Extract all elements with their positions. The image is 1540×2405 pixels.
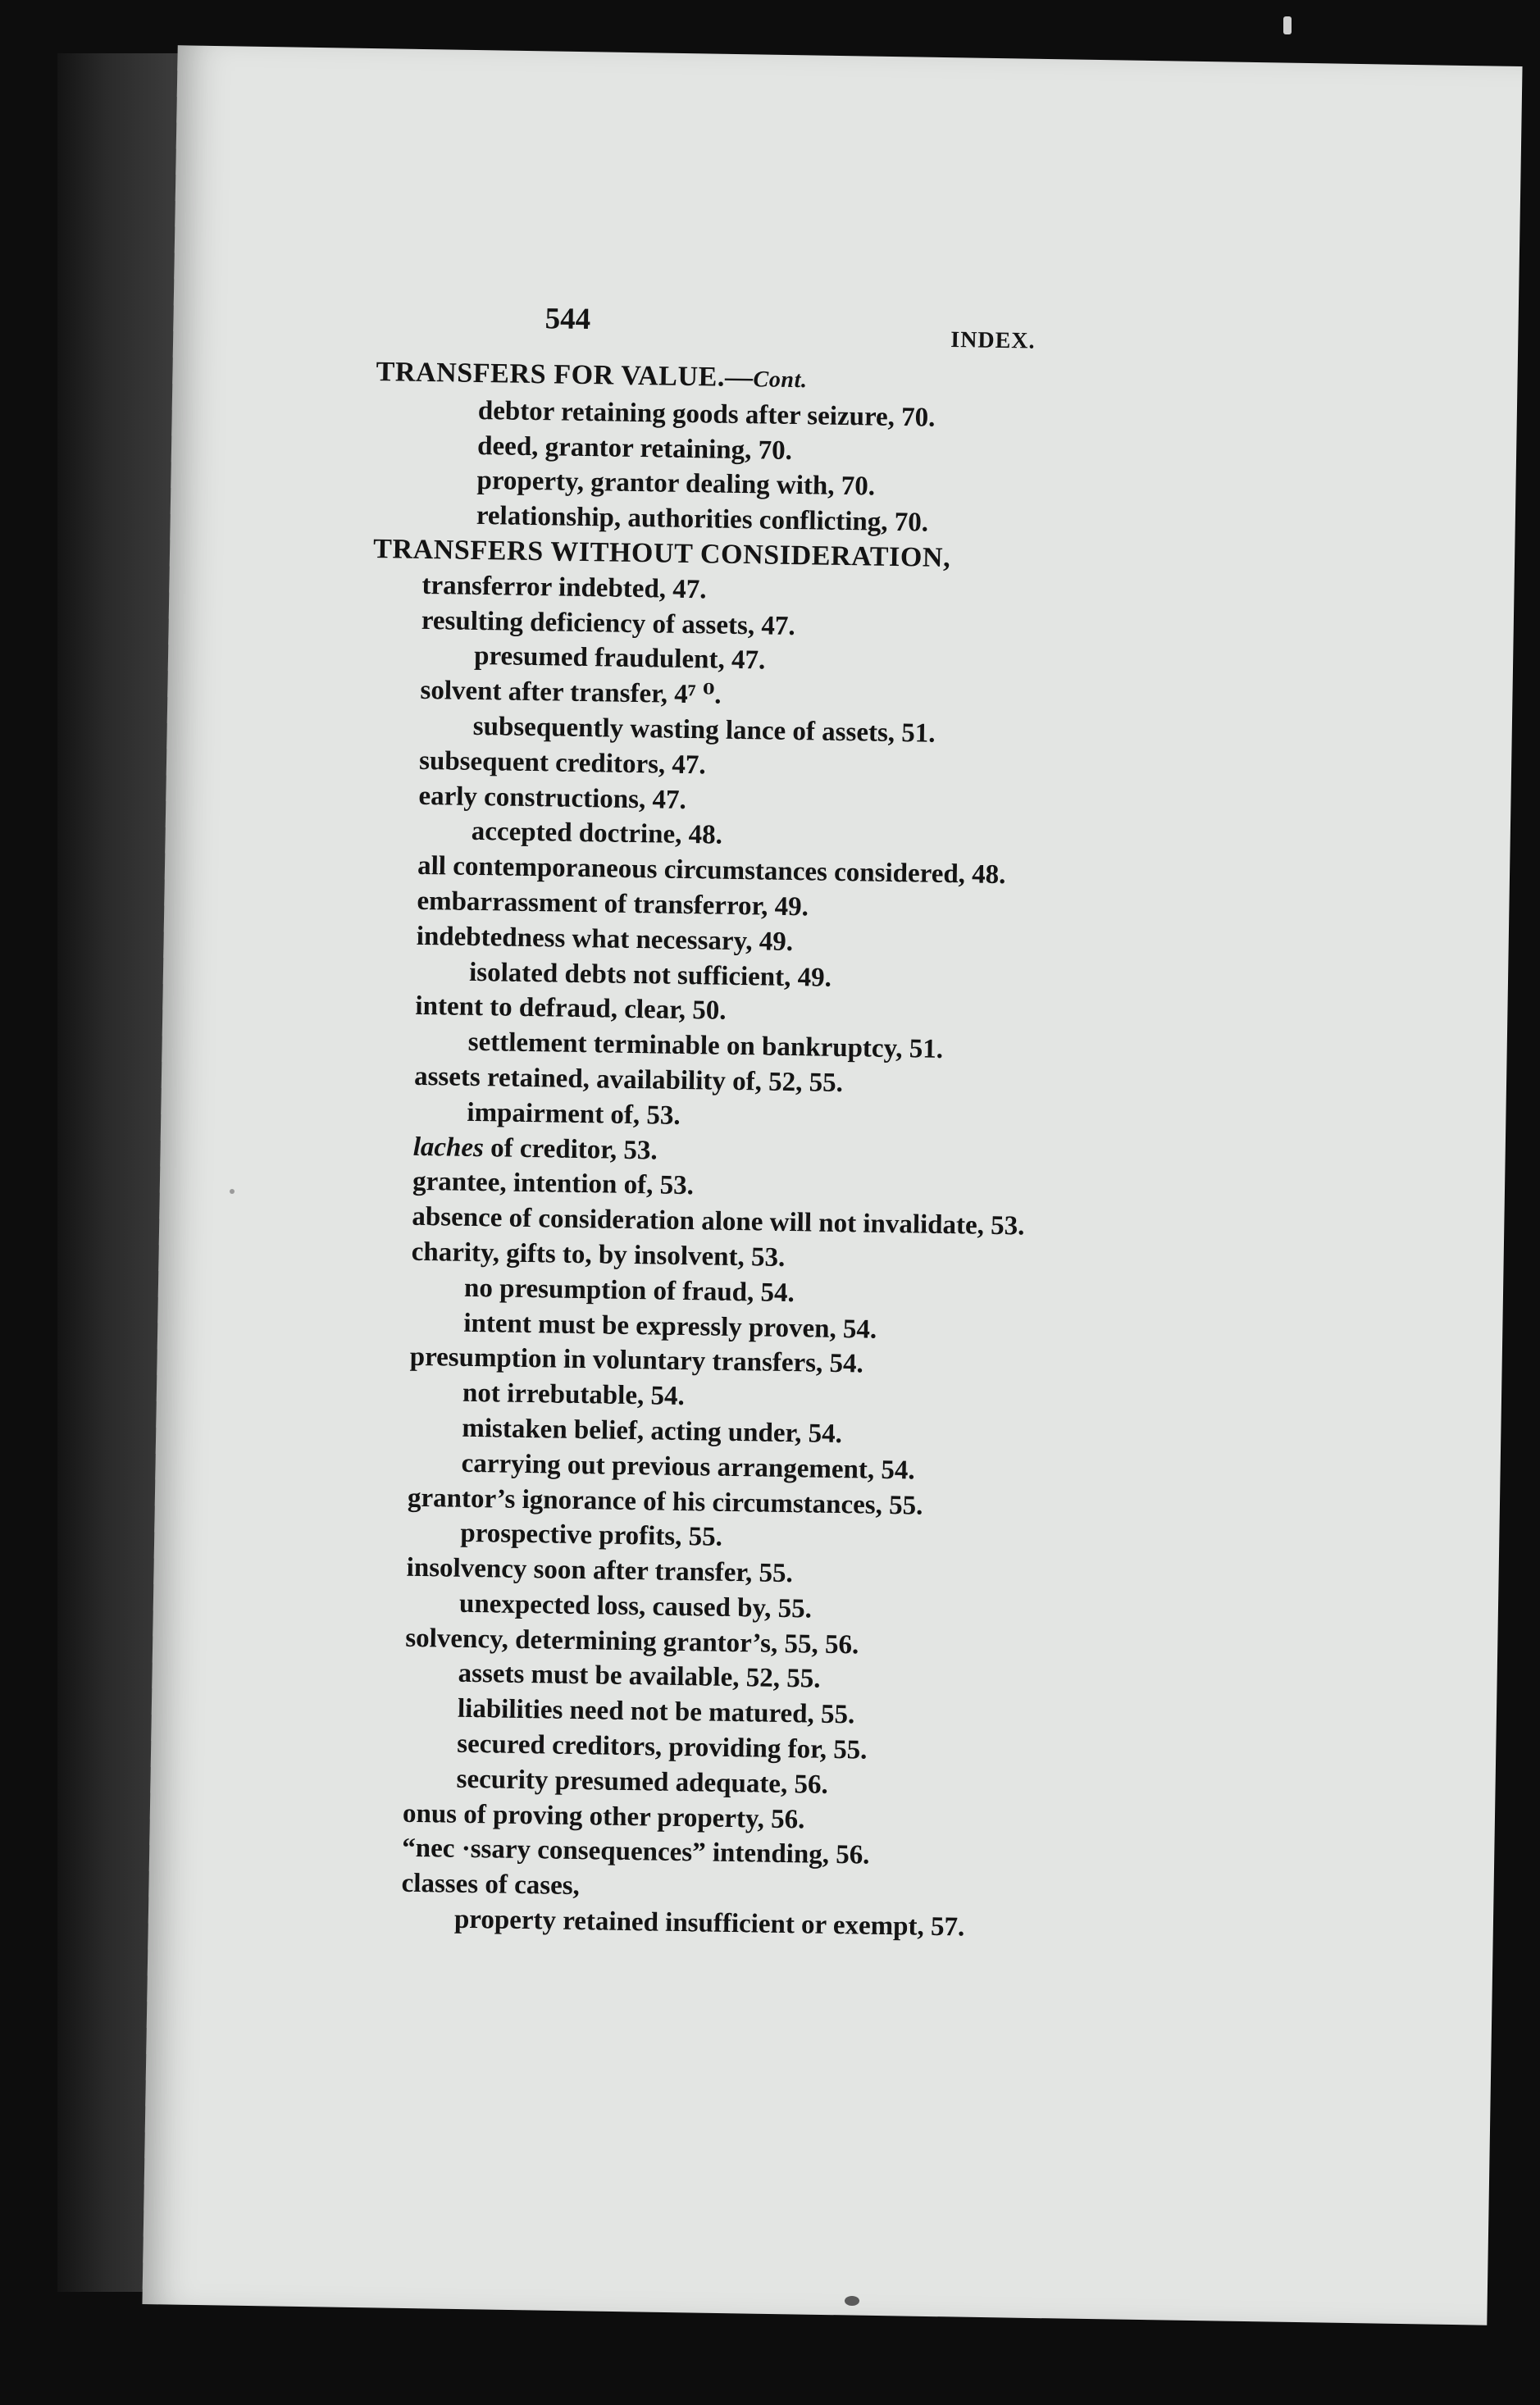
index-entry-text: subsequent creditors, 47.	[418, 745, 706, 781]
index-entry-text: isolated debts not sufficient, 49.	[468, 957, 832, 993]
page-number: 544	[544, 302, 591, 337]
index-entry-text: not irrebutable, 54.	[462, 1378, 686, 1412]
index-entry-text: early constructions, 47.	[418, 781, 687, 815]
index-entry-text: subsequently wasting lance of assets, 51.	[472, 711, 936, 749]
index-entry-text: relationship, authorities conflicting, 70.	[476, 501, 929, 538]
dust-speck	[1283, 16, 1292, 34]
index-entry-text: indebtedness what necessary, 49.	[416, 921, 794, 957]
index-entry-text: property retained insufficient or exempt, 57.	[453, 1904, 965, 1943]
index-entry-text: TRANSFERS WITHOUT CONSIDERATION,	[372, 533, 951, 574]
index-entry-text: mistaken belief, acting under, 54.	[462, 1413, 843, 1449]
index-entry-text: carrying out previous arrangement, 54.	[461, 1448, 915, 1486]
index-entry-italic-term: laches	[412, 1132, 485, 1163]
index-entry-text: intent must be expressly proven, 54.	[463, 1308, 877, 1345]
index-entry-text: solvency, determining grantor’s, 55, 56.	[405, 1623, 859, 1660]
index-entry-text: prospective profits, 55.	[460, 1519, 723, 1553]
index-entry-text: solvent after transfer, 4⁷ ⁰.	[420, 676, 722, 710]
index-entry-text: insolvency soon after transfer, 55.	[406, 1552, 794, 1589]
index-entry-text: liabilities need not be matured, 55.	[457, 1694, 855, 1730]
index-entry-text: absence of consideration alone will not invalidate, 53.	[412, 1201, 1025, 1241]
index-entries-list	[352, 355, 1360, 1951]
index-entry-text: security presumed adequate, 56.	[456, 1764, 829, 1800]
index-entry-text: property, grantor dealing with, 70.	[476, 466, 876, 502]
continued-marker: Cont.	[753, 367, 808, 394]
index-entry-text: of creditor, 53.	[483, 1132, 658, 1166]
index-entry-text: all contemporaneous circumstances considered, 48.	[417, 851, 1006, 890]
index-entry-text: onus of proving other property, 56.	[402, 1798, 805, 1835]
index-entry-text: assets retained, availability of, 52, 55.	[413, 1061, 844, 1098]
index-entry-text: presumed fraudulent, 47.	[473, 641, 766, 676]
index-entry-text: TRANSFERS FOR VALUE.—	[376, 356, 754, 394]
index-entry-text: classes of cases,	[401, 1868, 581, 1902]
index-entry-text: transferror indebted, 47.	[421, 570, 707, 605]
index-entry-text: impairment of, 53.	[467, 1097, 681, 1131]
dust-speck	[845, 2296, 859, 2306]
index-entry-text: charity, gifts to, by insolvent, 53.	[411, 1237, 786, 1273]
index-entry-text: secured creditors, providing for, 55.	[457, 1729, 868, 1765]
index-entry-text: embarrassment of transferror, 49.	[417, 886, 809, 922]
index-entry-text: debtor retaining goods after seizure, 70.	[477, 395, 936, 433]
running-head: INDEX.	[950, 326, 1036, 354]
index-entry-text: deed, grantor retaining, 70.	[476, 430, 793, 466]
index-entry-text: settlement terminable on bankruptcy, 51.	[467, 1027, 944, 1065]
dust-speck	[230, 1189, 235, 1194]
index-entry-text: “nec ·ssary consequences” intending, 56.	[402, 1833, 870, 1871]
index-entry-text: presumption in voluntary transfers, 54.	[409, 1342, 864, 1379]
index-entry-text: no presumption of fraud, 54.	[463, 1273, 795, 1308]
index-entry-text: unexpected loss, caused by, 55.	[458, 1588, 813, 1624]
index-entry-text: grantor’s ignorance of his circumstances, 55.	[407, 1483, 923, 1521]
index-entry-text: intent to defraud, clear, 50.	[415, 991, 727, 1027]
index-entry-text: resulting deficiency of assets, 47.	[421, 605, 795, 641]
index-entry-text: grantee, intention of, 53.	[412, 1167, 695, 1201]
index-page-content	[352, 299, 1361, 1951]
index-entry-text: accepted doctrine, 48.	[471, 817, 723, 851]
index-entry-text: assets must be available, 52, 55.	[458, 1659, 821, 1695]
